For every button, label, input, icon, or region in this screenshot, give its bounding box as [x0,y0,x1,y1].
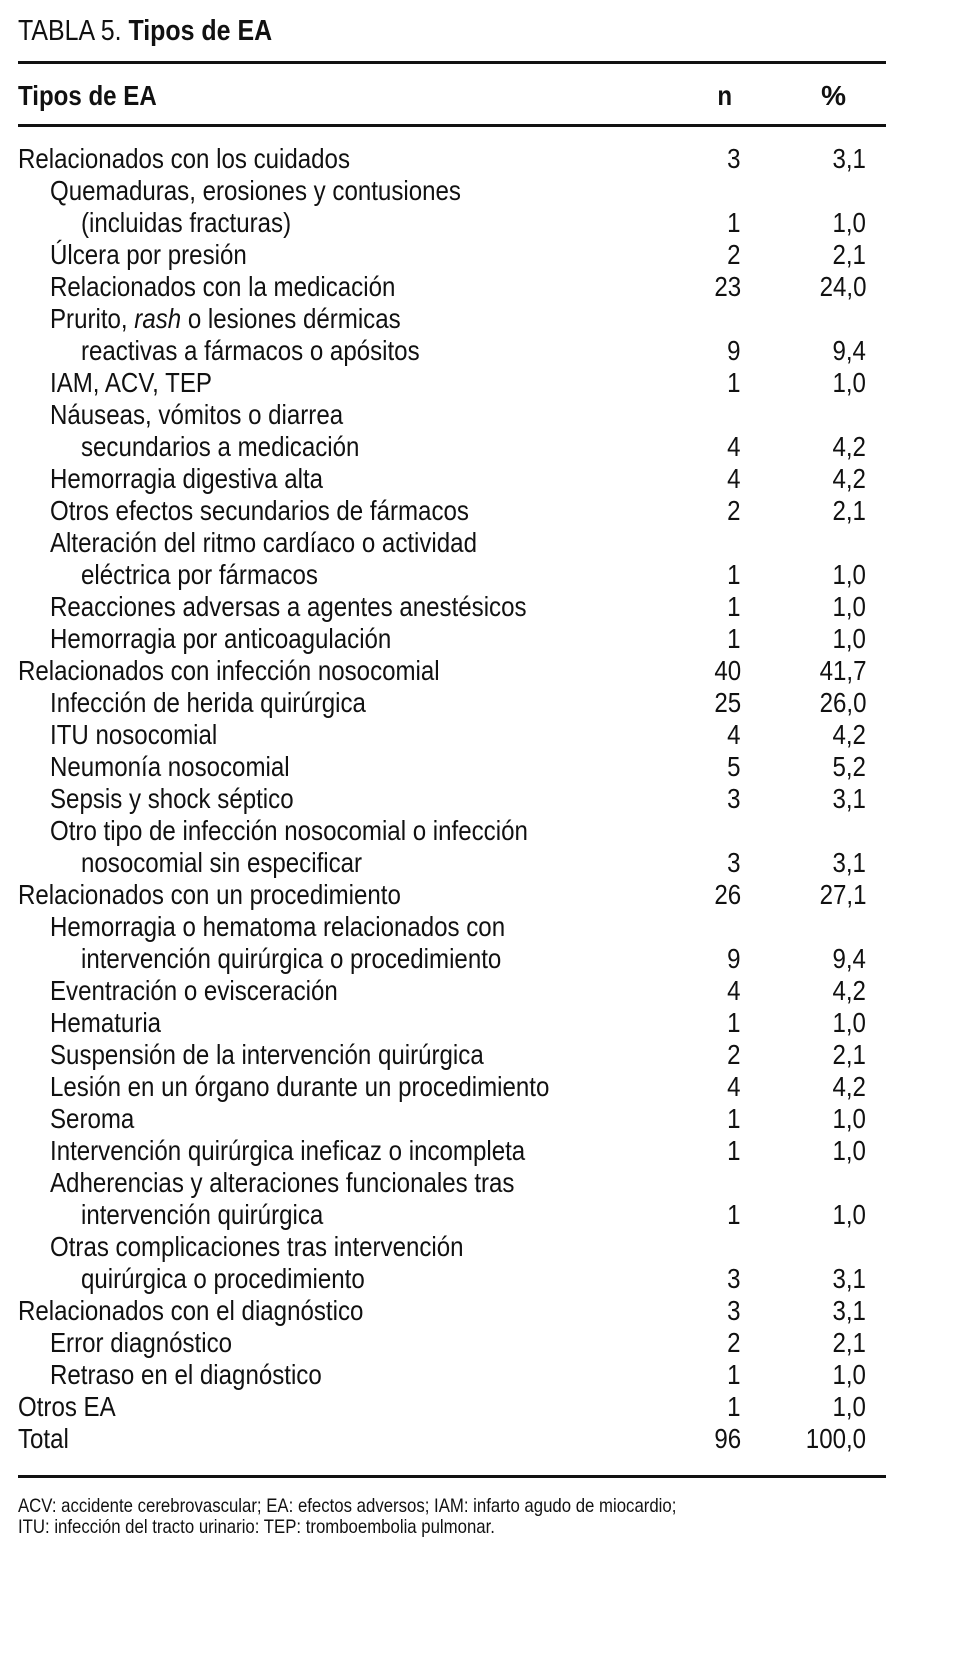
row-n: 2 [727,239,741,270]
table-row [0,847,956,879]
row-n: 1 [727,367,741,398]
table-row [0,623,956,655]
table-row [0,1103,956,1135]
row-label [50,367,238,399]
row-n: 4 [727,975,741,1006]
row-label-text: Adherencias y alteraciones funcionales tras [50,1167,515,1198]
table-row [0,1071,956,1103]
row-n: 9 [727,335,741,366]
row-pct: 1,0 [832,1359,866,1390]
table-row [0,1135,956,1167]
row-n: 1 [727,591,741,622]
row-label-text: Relacionados con infección nosocomial [18,655,440,686]
row-label-text: Reacciones adversas a agentes anestésicos [50,591,527,622]
table-row [0,367,956,399]
row-label-text: Total [18,1423,69,1454]
row-label [50,687,417,719]
row-pct: 3,1 [832,783,866,814]
row-pct: 24,0 [819,271,866,302]
row-label-text: IAM, ACV, TEP [50,367,212,398]
row-label-text: reactivas a fármacos o apósitos [81,335,420,366]
header-rule [18,124,886,127]
row-label [50,1167,590,1199]
row-n: 1 [727,207,741,238]
top-rule [18,61,886,64]
table-row [0,1391,956,1423]
row-label-text: eléctrica por fármacos [81,559,318,590]
table-row [0,271,956,303]
row-pct: 1,0 [832,623,866,654]
row-n: 4 [727,463,741,494]
row-label [18,1391,132,1423]
row-label-text: Otras complicaciones tras intervención [50,1231,464,1262]
table-row [0,495,956,527]
row-n: 25 [714,687,741,718]
table-row [0,879,956,911]
row-pct: 1,0 [832,591,866,622]
table-row [0,1423,956,1455]
row-label [50,175,528,207]
row-label-text: Infección de herida quirúrgica [50,687,366,718]
row-pct: 4,2 [832,719,866,750]
footnote-line: ITU: infección del tracto urinario: TEP: tromboembolia pulmonar. [18,1516,495,1538]
row-label-text: Error diagnóstico [50,1327,233,1358]
table-row [0,463,956,495]
row-label-text: Prurito, rash o lesiones dérmicas [50,303,401,334]
row-label [50,751,329,783]
row-label-text: Relacionados con el diagnóstico [18,1295,364,1326]
row-pct: 1,0 [832,207,866,238]
row-label-text: ITU nosocomial [50,719,218,750]
row-pct: 3,1 [832,143,866,174]
row-label [50,271,452,303]
row-label-text: Náuseas, vómitos o diarrea [50,399,344,430]
row-pct: 3,1 [832,847,866,878]
row-pct: 4,2 [832,1071,866,1102]
row-n: 4 [727,431,741,462]
row-label-text: intervención quirúrgica o procedimiento [81,943,502,974]
row-label-text: Retraso en el diagnóstico [50,1359,322,1390]
row-label [18,1423,77,1455]
row-pct: 1,0 [832,1103,866,1134]
row-pct: 1,0 [832,367,866,398]
row-pct: 3,1 [832,1263,866,1294]
table-row [0,687,956,719]
row-pct: 1,0 [832,1199,866,1230]
table-row [0,655,956,687]
row-label [81,1263,411,1295]
row-label-text: Otro tipo de infección nosocomial o infección [50,815,528,846]
row-label-text: Relacionados con los cuidados [18,143,350,174]
table-row [0,943,956,975]
row-label-text: Úlcera por presión [50,239,247,270]
row-n: 4 [727,719,741,750]
row-n: 3 [727,1295,741,1326]
row-n: 3 [727,847,741,878]
row-label [50,463,368,495]
table-row [0,399,956,431]
row-pct: 1,0 [832,1007,866,1038]
row-label-text: intervención quirúrgica [81,1199,324,1230]
row-label [50,1135,603,1167]
table-row [0,1327,956,1359]
table-number: TABLA 5. [18,15,122,47]
row-pct: 1,0 [832,1391,866,1422]
row-pct: 2,1 [832,1039,866,1070]
row-n: 9 [727,943,741,974]
row-n: 96 [714,1423,741,1454]
row-pct: 9,4 [832,943,866,974]
row-n: 2 [727,1039,741,1070]
row-n: 2 [727,495,741,526]
row-pct: 3,1 [832,1295,866,1326]
table-row [0,1359,956,1391]
row-label [50,911,579,943]
row-label [81,207,325,239]
row-label-text: Hematuria [50,1007,162,1038]
row-n: 40 [714,655,741,686]
row-label [81,943,570,975]
table-body [0,143,956,1455]
table-title [18,14,314,48]
table-row [0,1231,956,1263]
row-n: 23 [714,271,741,302]
row-label [18,655,508,687]
table-row [0,815,956,847]
table-row [0,303,956,335]
row-label-text: nosocomial sin especificar [81,847,363,878]
row-label-text: Intervención quirúrgica ineficaz o incompleta [50,1135,526,1166]
row-label [18,143,404,175]
row-label [81,559,356,591]
row-label [81,335,475,367]
row-pct: 27,1 [819,879,866,910]
row-label-text: Neumonía nosocomial [50,751,290,782]
row-pct: 26,0 [819,687,866,718]
row-pct: 100,0 [805,1423,866,1454]
table-row [0,143,956,175]
table-row [0,1039,956,1071]
row-n: 3 [727,143,741,174]
table-row [0,751,956,783]
row-label [50,399,391,431]
table-row [0,591,956,623]
italic-term: rash [134,303,182,334]
row-pct: 4,2 [832,463,866,494]
table-row [0,431,956,463]
row-label-text: Relacionados con un procedimiento [18,879,401,910]
table-row [0,1199,956,1231]
row-label-text: Relacionados con la medicación [50,271,396,302]
row-label-text: Otros EA [18,1391,116,1422]
header-type: Tipos de EA [18,80,157,111]
row-pct: 2,1 [832,239,866,270]
row-label-text: Lesión en un órgano durante un procedimiento [50,1071,550,1102]
table-row [0,175,956,207]
row-pct: 5,2 [832,751,866,782]
row-label-text: Hemorragia por anticoagulación [50,623,392,654]
row-label [50,1103,148,1135]
row-label [81,431,405,463]
row-label [50,1327,262,1359]
row-n: 3 [727,1263,741,1294]
row-label [50,1071,631,1103]
row-label [50,1039,554,1071]
row-n: 4 [727,1071,741,1102]
row-pct: 1,0 [832,1135,866,1166]
table-row [0,1007,956,1039]
row-n: 1 [727,1007,741,1038]
bottom-rule [18,1475,886,1478]
row-label [50,815,606,847]
table-row [0,207,956,239]
row-label-text: Sepsis y shock séptico [50,783,294,814]
row-n: 1 [727,1103,741,1134]
table-header [0,80,956,116]
header-n: n [717,80,732,111]
table-row [0,1263,956,1295]
row-label [18,1295,420,1327]
row-pct: 4,2 [832,975,866,1006]
row-label [50,783,333,815]
row-n: 2 [727,1327,741,1358]
row-label-text: Quemaduras, erosiones y contusiones [50,175,461,206]
row-label-text: quirúrgica o procedimiento [81,1263,365,1294]
table-row [0,239,956,271]
row-label [50,1007,179,1039]
row-label [81,847,408,879]
footnote-line: ACV: accidente cerebrovascular; EA: efectos adversos; IAM: infarto agudo de miocardio; [18,1495,677,1517]
table-caption: Tipos de EA [128,15,273,47]
row-n: 3 [727,783,741,814]
row-pct: 9,4 [832,335,866,366]
row-pct: 1,0 [832,559,866,590]
row-label [50,1231,531,1263]
table-row [0,719,956,751]
row-n: 1 [727,1135,741,1166]
table-row [0,1295,956,1327]
row-n: 1 [727,1199,741,1230]
row-label-text: (incluidas fracturas) [81,207,292,238]
table-row [0,911,956,943]
row-label [50,495,537,527]
footnote [18,1496,956,1538]
row-n: 1 [727,559,741,590]
row-label [50,975,385,1007]
table-row [0,1167,956,1199]
row-n: 1 [727,623,741,654]
row-pct: 4,2 [832,431,866,462]
row-label [18,879,463,911]
row-label-text: Hemorragia digestiva alta [50,463,324,494]
row-label-text: Hemorragia o hematoma relacionados con [50,911,506,942]
header-pct: % [821,80,846,111]
table-row [0,335,956,367]
row-label [50,303,458,335]
row-label-text: Suspensión de la intervención quirúrgica [50,1039,484,1070]
row-label [50,1359,366,1391]
row-pct: 41,7 [819,655,866,686]
row-label [50,527,546,559]
row-label-text: Eventración o evisceración [50,975,338,1006]
row-pct: 2,1 [832,495,866,526]
table-row [0,559,956,591]
row-label [50,591,604,623]
row-n: 26 [714,879,741,910]
row-label-text: Otros efectos secundarios de fármacos [50,495,469,526]
row-label-text: secundarios a medicación [81,431,360,462]
row-pct: 2,1 [832,1327,866,1358]
table-row [0,527,956,559]
row-label-text: Seroma [50,1103,135,1134]
table-row [0,783,956,815]
row-n: 1 [727,1391,741,1422]
row-n: 1 [727,1359,741,1390]
row-n: 5 [727,751,741,782]
row-label [50,239,279,271]
row-label [50,623,447,655]
table-row [0,975,956,1007]
row-label [50,719,245,751]
row-label [81,1199,363,1231]
row-label-text: Alteración del ritmo cardíaco o actividad [50,527,477,558]
